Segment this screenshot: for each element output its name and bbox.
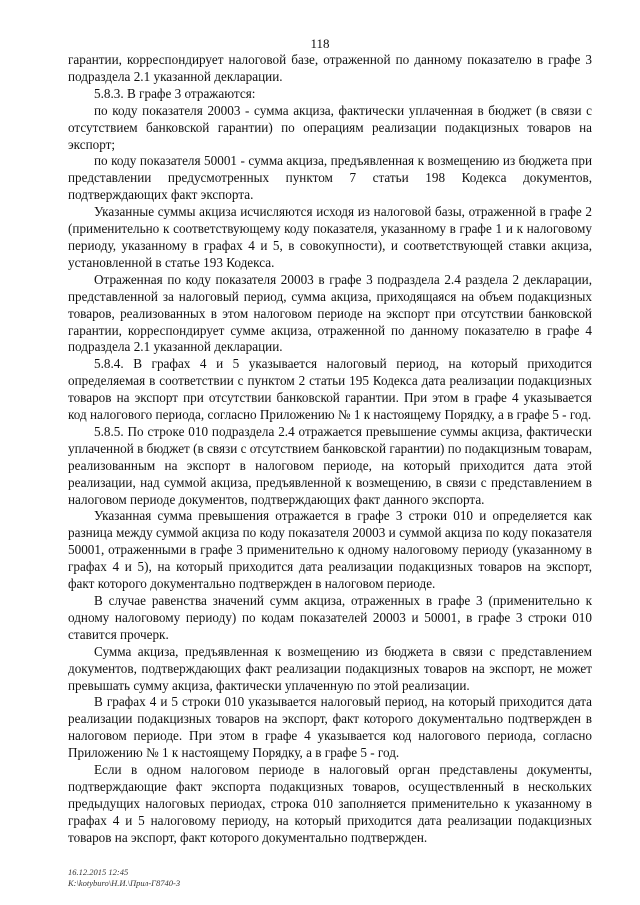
paragraph: по коду показателя 50001 - сумма акциза, предъявленная к возмещению из бюджета при представлении предусмотренных пунктом 7 статьи 198 Кодекса документов, подтверждающих факт экспорта. (68, 153, 592, 203)
file-footer (68, 867, 180, 889)
document-body (68, 52, 592, 847)
footer-file-path: К:\kotyburo\Н.И.\Прил-Г8740-3 (68, 878, 181, 888)
footer-date: 16.12.2015 12:45 (68, 867, 129, 877)
paragraph: гарантии, корреспондирует налоговой базе, отраженной по данному показателю в графе 3 подраздела 2.1 указанной декларации. (68, 52, 592, 84)
paragraph: В случае равенства значений сумм акциза, отраженных в графе 3 (применительно к одному налоговому периоду) по кодам показателей 20003 и 50001, в графе 3 строки 010 ставится прочерк. (68, 593, 592, 642)
paragraph: по коду показателя 20003 - сумма акциза, фактически уплаченная в бюджет (в связи с отсутствием банковской гарантии) по операциям реализации подакцизных товаров на экспорт; (68, 102, 592, 152)
paragraph: Если в одном налоговом периоде в налоговый орган представлены документы, подтверждающие факт экспорта подакцизных товаров, осуществленный в нескольких предыдущих налоговых периодах, строка 010 заполняется применительно к указанному в графах 4 и 5 налоговому периоду, на который приходится дата реализации подакцизных товаров на экспорт, факт которого документально подтвержден. (68, 762, 592, 845)
paragraph: 5.8.3. В графе 3 отражаются: (94, 85, 256, 101)
paragraph: Указанная сумма превышения отражается в графе 3 строки 010 и определяется как разница между суммой акциза по коду показателя 20003 и суммой акциза по коду показателя 50001, отраженными в графе 3 применительно к одному налоговому периоду (указанному в графах 4 и 5), на который приходится дата реализации подакцизных товаров на экспорт, факт которого документально подтвержден в налоговом периоде. (68, 508, 592, 592)
paragraph: 5.8.4. В графах 4 и 5 указывается налоговый период, на который приходится определяемая в соответствии с пунктом 2 статьи 195 Кодекса дата реализации подакцизных товаров на экспорт при отсутствии банковской гарантии. При этом в графе 4 указывается код налогового периода, согласно Приложению № 1 к настоящему Порядку, а в графе 5 - год. (68, 356, 592, 423)
paragraph: 5.8.5. По строке 010 подраздела 2.4 отражается превышение суммы акциза, фактически уплаченной в бюджет (в связи с отсутствием банковской гарантии) по подакцизным товарам, реализованным на экспорт в налоговом периоде, на который приходится дата этой реализации, над суммой акциза, предъявленной к возмещению, в связи с представлением в налоговом периоде документов, подтверждающих факт данного экспорта. (68, 423, 592, 507)
paragraph: Указанные суммы акциза исчисляются исходя из налоговой базы, отраженной в графе 2 (применительно к соответствующему коду показателя, указанному в графе 1 и к налоговому периоду, указанному в графах 4 и 5, в совокупности), и соответствующей ставки акциза, установленной в статье 193 Кодекса. (68, 204, 592, 270)
paragraph: Отраженная по коду показателя 20003 в графе 3 подраздела 2.4 раздела 2 декларации, представленной за налоговый период, сумма акциза, приходящаяся на объем подакцизных товаров, реализованных в этом налоговом периоде на экспорт при отсутствии банковской гарантии, корреспондирует сумме акциза, отраженной по данному показателю в графе 4 подраздела 2.1 указанной декларации. (68, 271, 592, 355)
paragraph: В графах 4 и 5 строки 010 указывается налоговый период, на который приходится дата реализации подакцизных товаров на экспорт, факт которого документально подтвержден в налоговом периоде. При этом в графе 4 указывается код налогового периода, согласно Приложению № 1 к настоящему Порядку, а в графе 5 - год. (68, 694, 592, 761)
page-number: 118 (310, 36, 330, 51)
paragraph: Сумма акциза, предъявленная к возмещению из бюджета в связи с представлением документов, подтверждающих факт реализации подакцизных товаров на экспорт, не может превышать сумму акциза, фактически уплаченную по этой реализации. (68, 643, 592, 693)
